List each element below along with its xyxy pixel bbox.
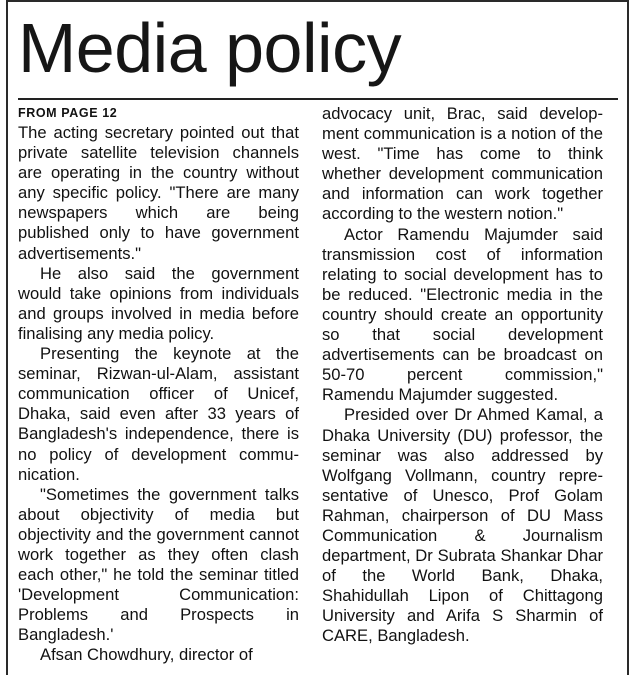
article-column-right [322, 104, 603, 647]
paragraph: Presided over Dr Ahmed Kamal, a Dhaka University (DU) professor, the seminar was also addressed by Wolfgang Vollmann, country representative of Unesco, Prof Golam Rahman, chairperson of DU Mass Communication & Journalism department, Dr Subrata Shankar Dhar of the World Bank, Dhaka, Shahidullah Lipon of Chittagong University and Arifa S Sharmin of CARE, Bangladesh. [322, 405, 603, 646]
clipping-border-left [6, 0, 8, 675]
paragraph: The acting secretary pointed out that private satellite television channels are operating in the country without any specific policy. "There are many newspapers which are being published only to have government advertisements." [18, 123, 299, 263]
paragraph: Presenting the keynote at the seminar, Rizwan-ul-Alam, assistant communication officer of Unicef, Dhaka, said even after 33 years of Bangladesh's independence, there is no policy of development communication. [18, 344, 299, 484]
paragraph: "Sometimes the government talks about objectivity of media but objectivity and the government cannot work together as they often clash each other," he told the seminar titled 'Development Communication: Problems and Prospects in Bangladesh.' [18, 484, 299, 645]
paragraph: advocacy unit, Brac, said development communication is a notion of the west. "Time has come to think whether development communication and information can work together according to the western notion." [322, 104, 603, 224]
paragraph: Afsan Chowdhury, director of [40, 645, 253, 665]
paragraph: Actor Ramendu Majumder said transmission cost of information relating to social development has to be reduced. "Electronic media in the country should create an opportunity so that social development advertisements can be broadcast on 50-70 percent commission," Ramendu Majumder suggested. [322, 224, 603, 405]
headline-rule [18, 98, 618, 100]
continuation-kicker: FROM PAGE 12 [18, 106, 118, 120]
clipping-border-top [6, 0, 629, 2]
article-column-left [18, 104, 299, 666]
paragraph: He also said the government would take opinions from individuals and groups involved in media before finalising any media policy. [18, 263, 299, 343]
headline: Media policy [18, 9, 402, 87]
